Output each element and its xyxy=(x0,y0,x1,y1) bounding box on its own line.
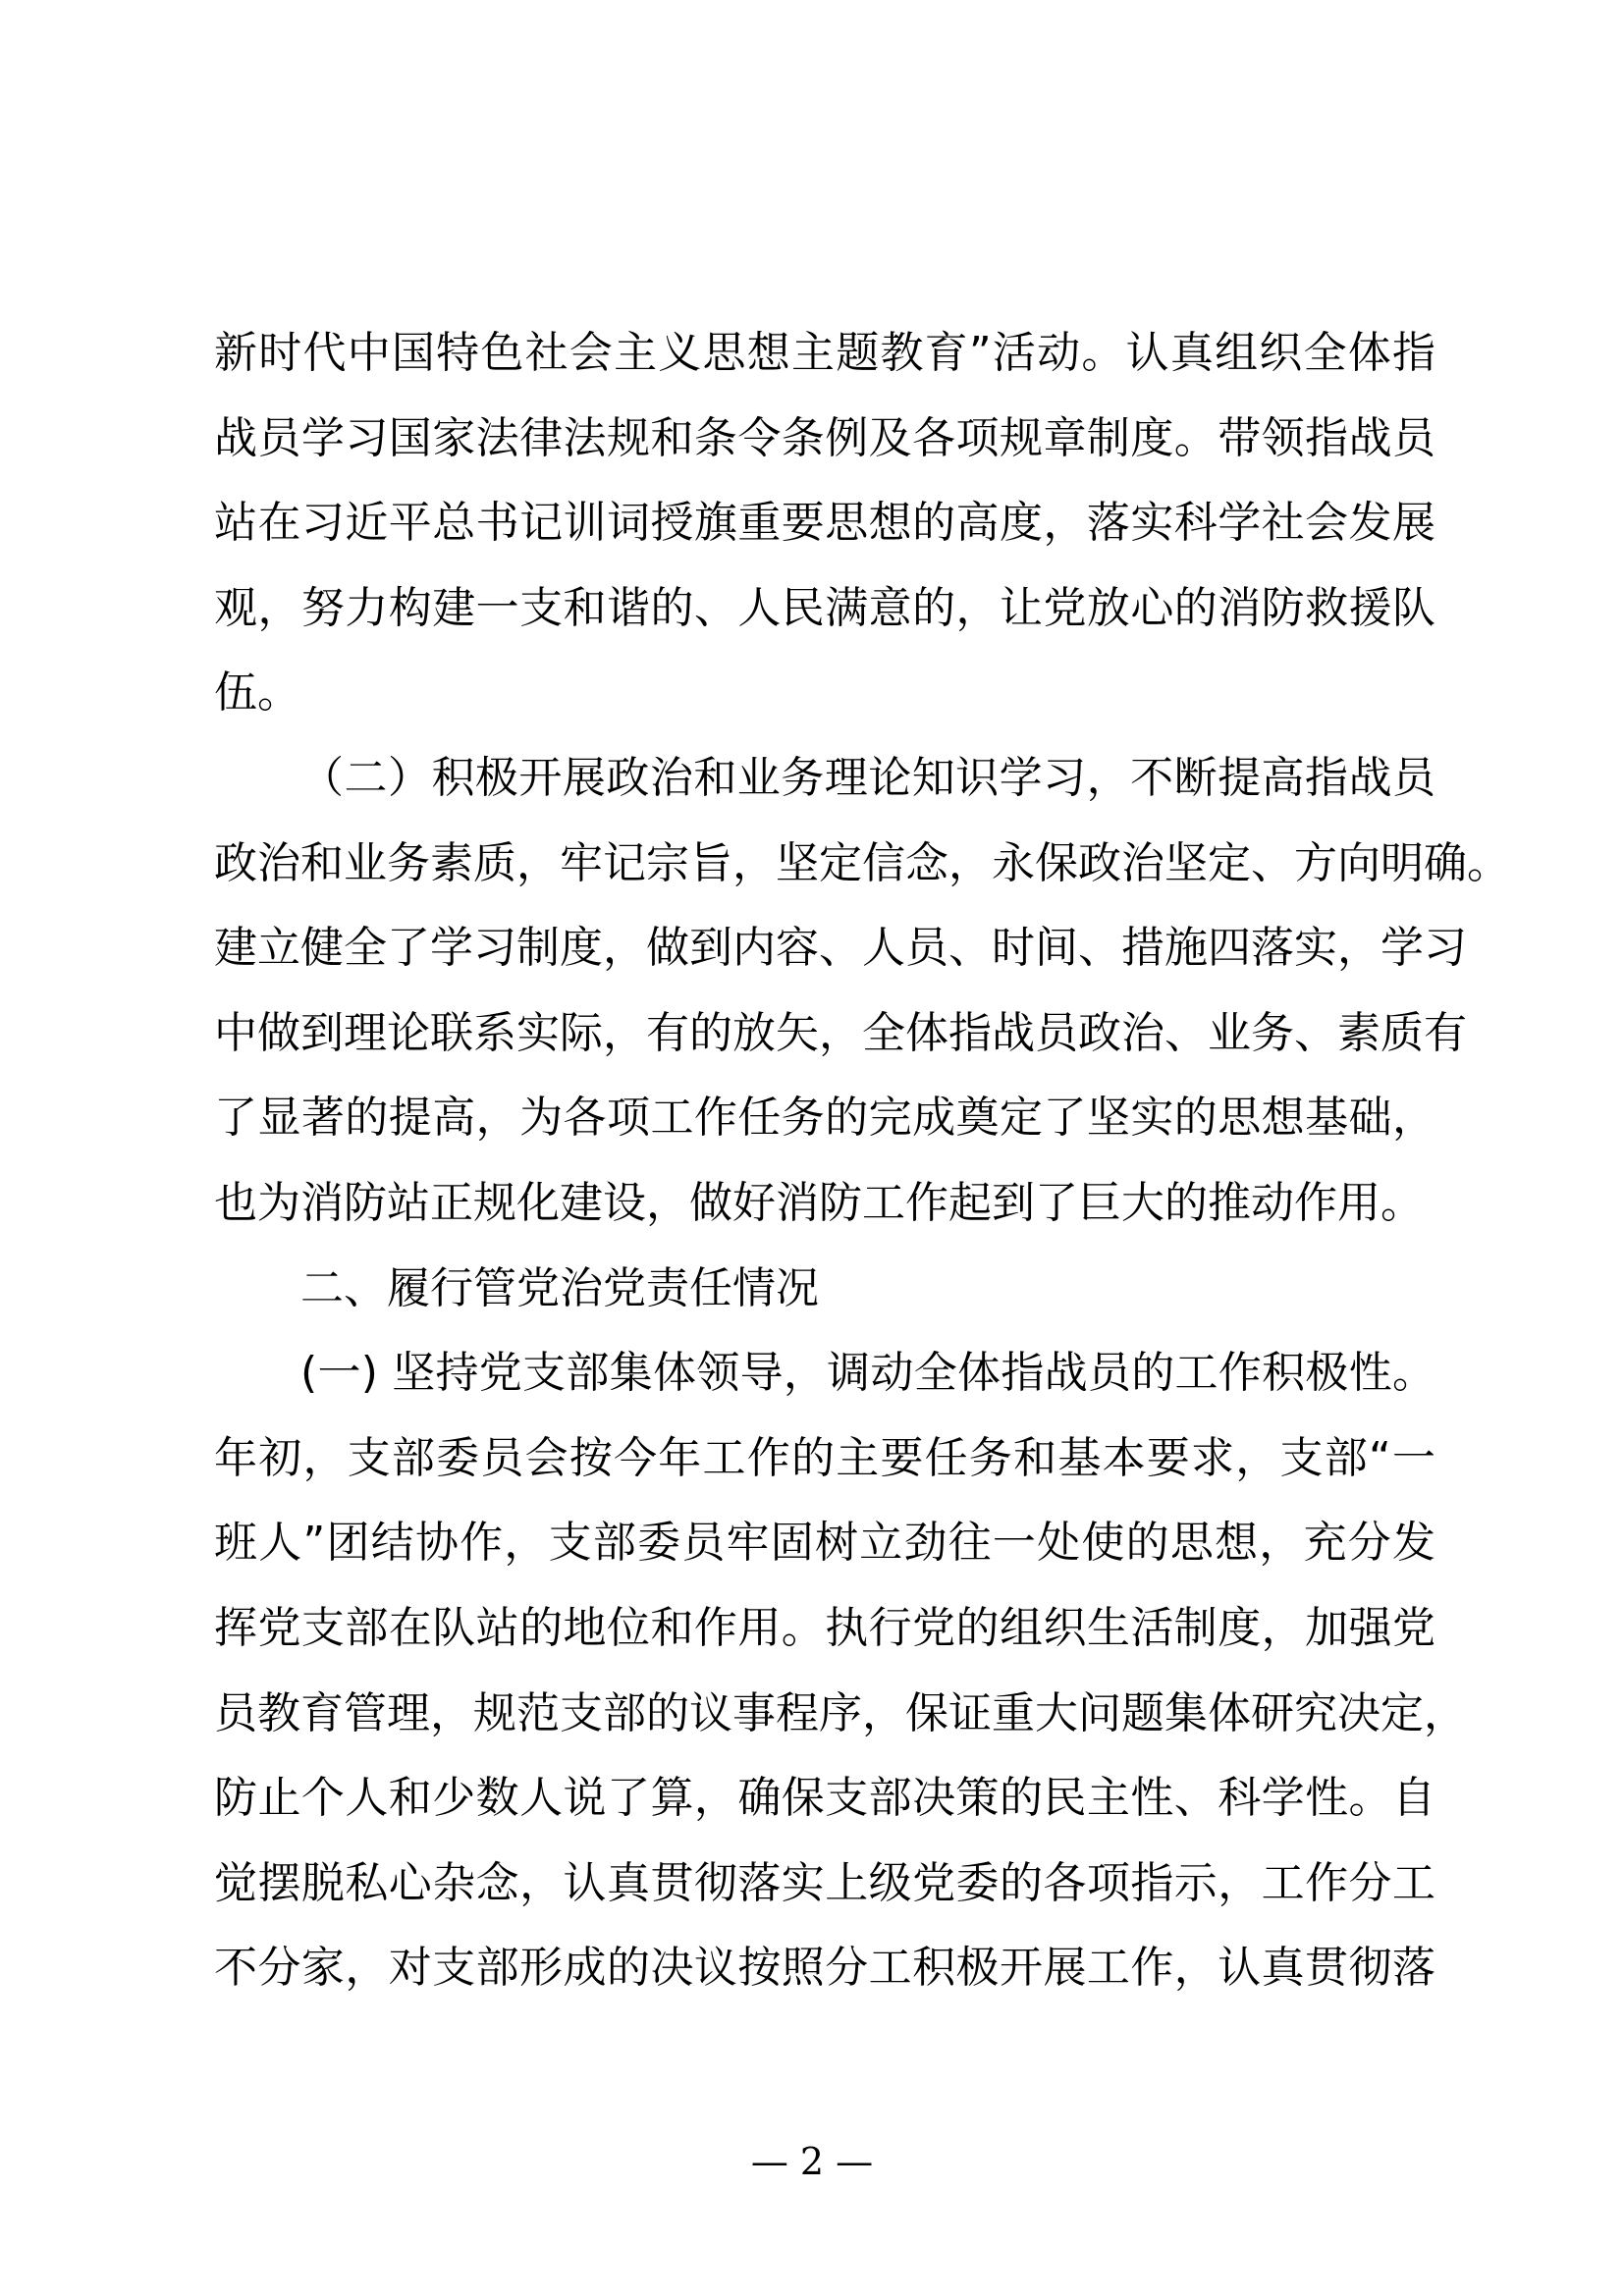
text-line: 年初，支部委员会按今年工作的主要任务和基本要求，支部“一 xyxy=(214,1432,1435,1483)
document-body xyxy=(214,311,1510,2011)
text-line: 觉摆脱私心杂念，认真贯彻落实上级党委的各项指示，工作分工 xyxy=(214,1857,1435,1908)
text-line: 新时代中国特色社会主义思想主题教育”活动。认真组织全体指 xyxy=(214,328,1435,378)
text-line: 防止个人和少数人说了算，确保支部决策的民主性、科学性。自 xyxy=(214,1773,1435,1824)
text-line: 战员学习国家法律法规和条令条例及各项规章制度。带领指战员 xyxy=(214,412,1435,463)
text-line: 了显著的提高，为各项工作任务的完成奠定了坚实的思想基础， xyxy=(214,1093,1435,1144)
text-line: 观，努力构建一支和谐的、人民满意的，让党放心的消防救援队 xyxy=(214,582,1435,633)
text-line: 员教育管理，规范支部的议事程序，保证重大问题集体研究决定， xyxy=(214,1687,1467,1738)
text-line: 中做到理论联系实际，有的放矢，全体指战员政治、业务、素质有 xyxy=(214,1007,1467,1058)
text-line: 政治和业务素质，牢记宗旨，坚定信念，永保政治坚定、方向明确。 xyxy=(214,837,1510,888)
section-heading: 二、履行管党治党责任情况 xyxy=(300,1262,819,1313)
text-line: 挥党支部在队站的地位和作用。执行党的组织生活制度，加强党 xyxy=(214,1602,1435,1653)
text-line: 也为消防站正规化建设，做好消防工作起到了巨大的推动作用。 xyxy=(214,1177,1424,1228)
text-line: 伍。 xyxy=(214,667,300,719)
text-line: 建立健全了学习制度，做到内容、人员、时间、措施四落实，学习 xyxy=(214,923,1467,974)
page-number: — 2 — xyxy=(750,2140,874,2183)
text-line: 班人”团结协作，支部委员牢固树立劲往一处使的思想，充分发 xyxy=(214,1518,1435,1569)
section-heading: (一) 坚持党支部集体领导，调动全体指战员的工作积极性。 xyxy=(300,1348,1435,1399)
text-line: 不分家，对支部形成的决议按照分工积极开展工作，认真贯彻落 xyxy=(214,1943,1435,1994)
section-heading: （二）积极开展政治和业务理论知识学习，不断提高指战员 xyxy=(300,752,1435,803)
text-line: 站在习近平总书记训词授旗重要思想的高度，落实科学社会发展 xyxy=(214,498,1435,549)
